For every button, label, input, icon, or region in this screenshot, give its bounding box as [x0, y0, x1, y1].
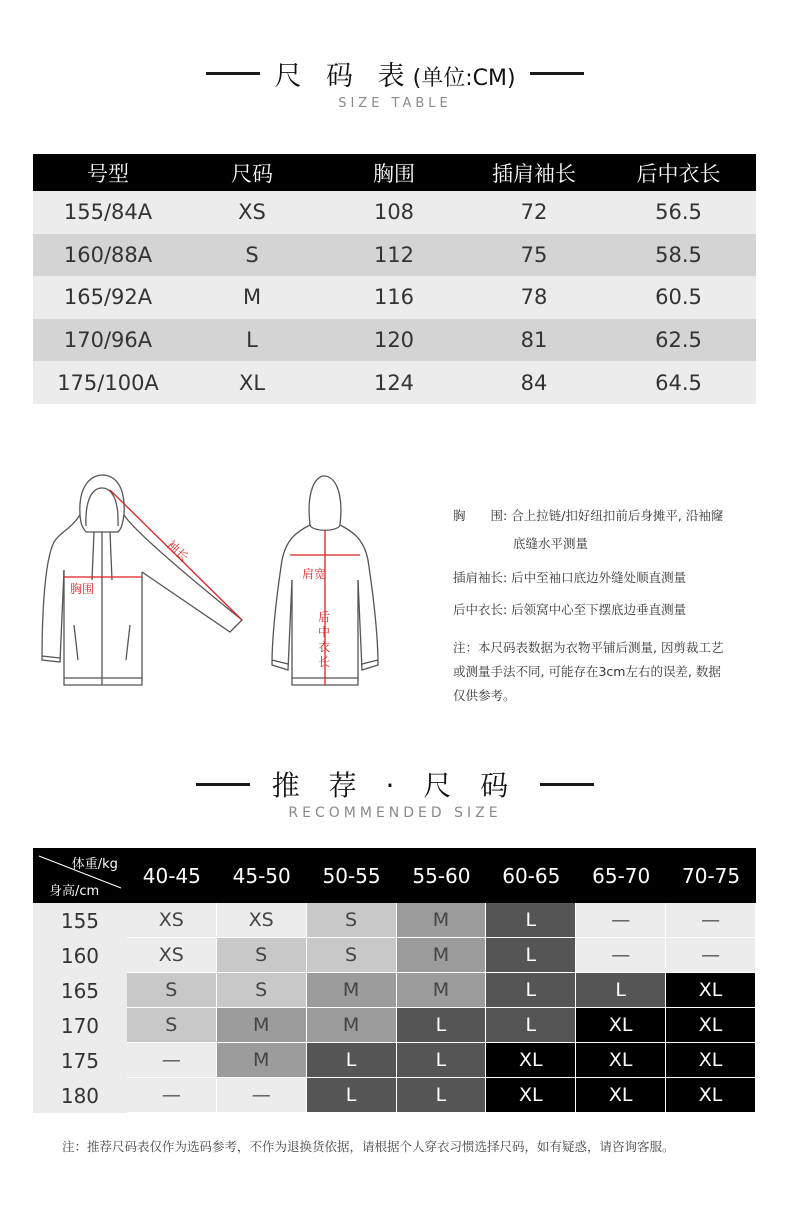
shoulder-label: 肩宽 — [302, 567, 327, 581]
size-cell: XL — [576, 1078, 666, 1113]
size-cell: — — [217, 1078, 307, 1113]
size-cell: — — [127, 1043, 217, 1078]
size-cell: M — [307, 973, 397, 1008]
recommend-body — [33, 903, 756, 1113]
table-cell: 72 — [520, 200, 548, 225]
table-row — [33, 191, 756, 234]
note-chest-cont: 底缝水平测量 — [513, 536, 589, 551]
divider — [196, 783, 250, 786]
recommend-table — [33, 848, 756, 1113]
recommend-header — [33, 848, 756, 903]
footnote: 注：推荐尺码表仅作为选码参考，不作为退换货依据，请根据个人穿衣习惯选择尺码，如有疑惑，请咨询客服。 — [62, 1139, 675, 1154]
weight-header: 45-50 — [232, 863, 291, 888]
table-cell: S — [245, 242, 259, 267]
weight-header: 60-65 — [502, 863, 561, 888]
table-row — [33, 234, 756, 277]
measurement-notes — [453, 502, 763, 708]
size-cell: XL — [666, 1008, 756, 1043]
size-cell: XL — [486, 1043, 576, 1078]
size-table-header — [33, 154, 756, 191]
table-row — [33, 361, 756, 404]
weight-axis-label: 体重/kg — [71, 857, 118, 872]
size-cell: L — [397, 1078, 487, 1113]
size-cell: L — [397, 1008, 487, 1043]
size-cell: L — [486, 973, 576, 1008]
size-cell: L — [486, 1008, 576, 1043]
corner-cell — [33, 848, 127, 903]
size-cell: L — [486, 938, 576, 973]
height-axis-label: 身高/cm — [49, 884, 100, 899]
recommend-title: 推 荐 · 尺 码 — [271, 769, 519, 802]
table-cell: 108 — [373, 200, 415, 225]
note-sleeve: 插肩袖长: 后中至袖口底边外缝处顺直测量 — [453, 570, 687, 585]
table-cell: 84 — [520, 370, 548, 395]
jacket-back-icon — [268, 470, 408, 695]
size-cell: XL — [576, 1008, 666, 1043]
table-cell: 112 — [373, 242, 415, 267]
size-cell: M — [397, 938, 487, 973]
size-cell: S — [217, 938, 307, 973]
table-row — [33, 276, 756, 319]
size-cell: XS — [127, 903, 217, 938]
header-cell: 尺码 — [231, 161, 273, 186]
note-chest: 胸 围: 合上拉链/扣好纽扣前后身摊平, 沿袖窿 — [453, 508, 724, 523]
size-cell: — — [666, 903, 756, 938]
table-cell: 155/84A — [63, 200, 153, 225]
table-cell: XL — [238, 370, 266, 395]
size-cell: — — [576, 903, 666, 938]
recommend-subtitle: RECOMMENDED SIZE — [288, 805, 502, 821]
table-cell: 124 — [373, 370, 415, 395]
size-cell: XL — [666, 1043, 756, 1078]
table-cell: 160/88A — [63, 242, 153, 267]
table-cell: 81 — [520, 328, 548, 353]
size-cell: XS — [127, 938, 217, 973]
height-cell: 170 — [60, 1013, 100, 1038]
table-cell: 78 — [520, 285, 548, 310]
table-row — [33, 1078, 756, 1113]
table-cell: 120 — [373, 328, 415, 353]
table-row — [33, 1043, 756, 1078]
size-cell: M — [217, 1008, 307, 1043]
note-disclaimer: 仅供参考。 — [453, 688, 516, 703]
jacket-back-diagram — [268, 470, 408, 695]
header-cell: 胸围 — [373, 161, 415, 186]
size-cell: XL — [666, 1078, 756, 1113]
recommend-heading — [0, 764, 790, 804]
size-cell: S — [307, 903, 397, 938]
size-cell: XL — [666, 973, 756, 1008]
size-cell: L — [307, 1043, 397, 1078]
table-cell: 175/100A — [57, 370, 159, 395]
table-cell: 62.5 — [655, 328, 702, 353]
jacket-front-diagram — [30, 470, 250, 695]
size-table — [33, 154, 756, 404]
table-cell: 56.5 — [655, 200, 702, 225]
size-cell: XS — [217, 903, 307, 938]
table-cell: 116 — [373, 285, 415, 310]
header-cell: 号型 — [87, 161, 129, 186]
divider — [540, 783, 594, 786]
size-cell: — — [666, 938, 756, 973]
size-table-heading — [0, 54, 790, 93]
size-table-title: 尺 码 表(单位:CM) — [274, 61, 516, 92]
table-cell: 170/96A — [63, 328, 153, 353]
size-cell: L — [307, 1078, 397, 1113]
sleeve-length-label: 袖长 — [164, 537, 192, 565]
size-cell: L — [397, 1043, 487, 1078]
header-cell: 插肩袖长 — [492, 161, 576, 186]
divider — [530, 72, 584, 75]
size-cell: S — [127, 1008, 217, 1043]
height-cell: 180 — [60, 1083, 100, 1108]
table-row — [33, 938, 756, 973]
weight-header: 50-55 — [322, 863, 381, 888]
jacket-front-icon — [30, 470, 250, 695]
chest-label: 胸围 — [70, 582, 95, 596]
height-cell: 165 — [60, 978, 100, 1003]
size-cell: XL — [576, 1043, 666, 1078]
size-cell: — — [576, 938, 666, 973]
weight-header: 55-60 — [412, 863, 471, 888]
table-row — [33, 903, 756, 938]
table-cell: M — [242, 285, 262, 310]
table-row — [33, 1008, 756, 1043]
note-disclaimer: 注：本尺码表数据为衣物平铺后测量, 因剪裁工艺 — [453, 640, 724, 655]
weight-header: 40-45 — [142, 863, 201, 888]
size-cell: XL — [486, 1078, 576, 1113]
size-cell: M — [397, 973, 487, 1008]
note-length: 后中衣长: 后领窝中心至下摆底边垂直测量 — [453, 602, 687, 617]
table-cell: 58.5 — [655, 242, 702, 267]
size-cell: S — [217, 973, 307, 1008]
size-cell: M — [397, 903, 487, 938]
size-cell: M — [307, 1008, 397, 1043]
table-cell: XS — [238, 200, 266, 225]
table-row — [33, 973, 756, 1008]
back-length-label: 后中衣长 — [318, 610, 331, 669]
divider — [206, 72, 260, 75]
table-cell: 75 — [520, 242, 548, 267]
weight-header: 65-70 — [592, 863, 651, 888]
weight-header: 70-75 — [682, 863, 741, 888]
size-cell: S — [307, 938, 397, 973]
table-cell: L — [246, 328, 258, 353]
note-disclaimer: 或测量手法不同, 可能存在3cm左右的误差, 数据 — [453, 664, 721, 679]
size-cell: L — [576, 973, 666, 1008]
height-cell: 160 — [60, 943, 100, 968]
size-cell: L — [486, 903, 576, 938]
height-cell: 175 — [60, 1048, 100, 1073]
header-cell: 后中衣长 — [636, 161, 721, 186]
size-cell: — — [127, 1078, 217, 1113]
size-cell: M — [217, 1043, 307, 1078]
table-cell: 60.5 — [655, 285, 702, 310]
height-cell: 155 — [60, 908, 100, 933]
size-table-subtitle: SIZE TABLE — [338, 96, 452, 111]
table-cell: 165/92A — [63, 285, 153, 310]
table-cell: 64.5 — [655, 370, 702, 395]
size-cell: S — [127, 973, 217, 1008]
table-row — [33, 319, 756, 362]
